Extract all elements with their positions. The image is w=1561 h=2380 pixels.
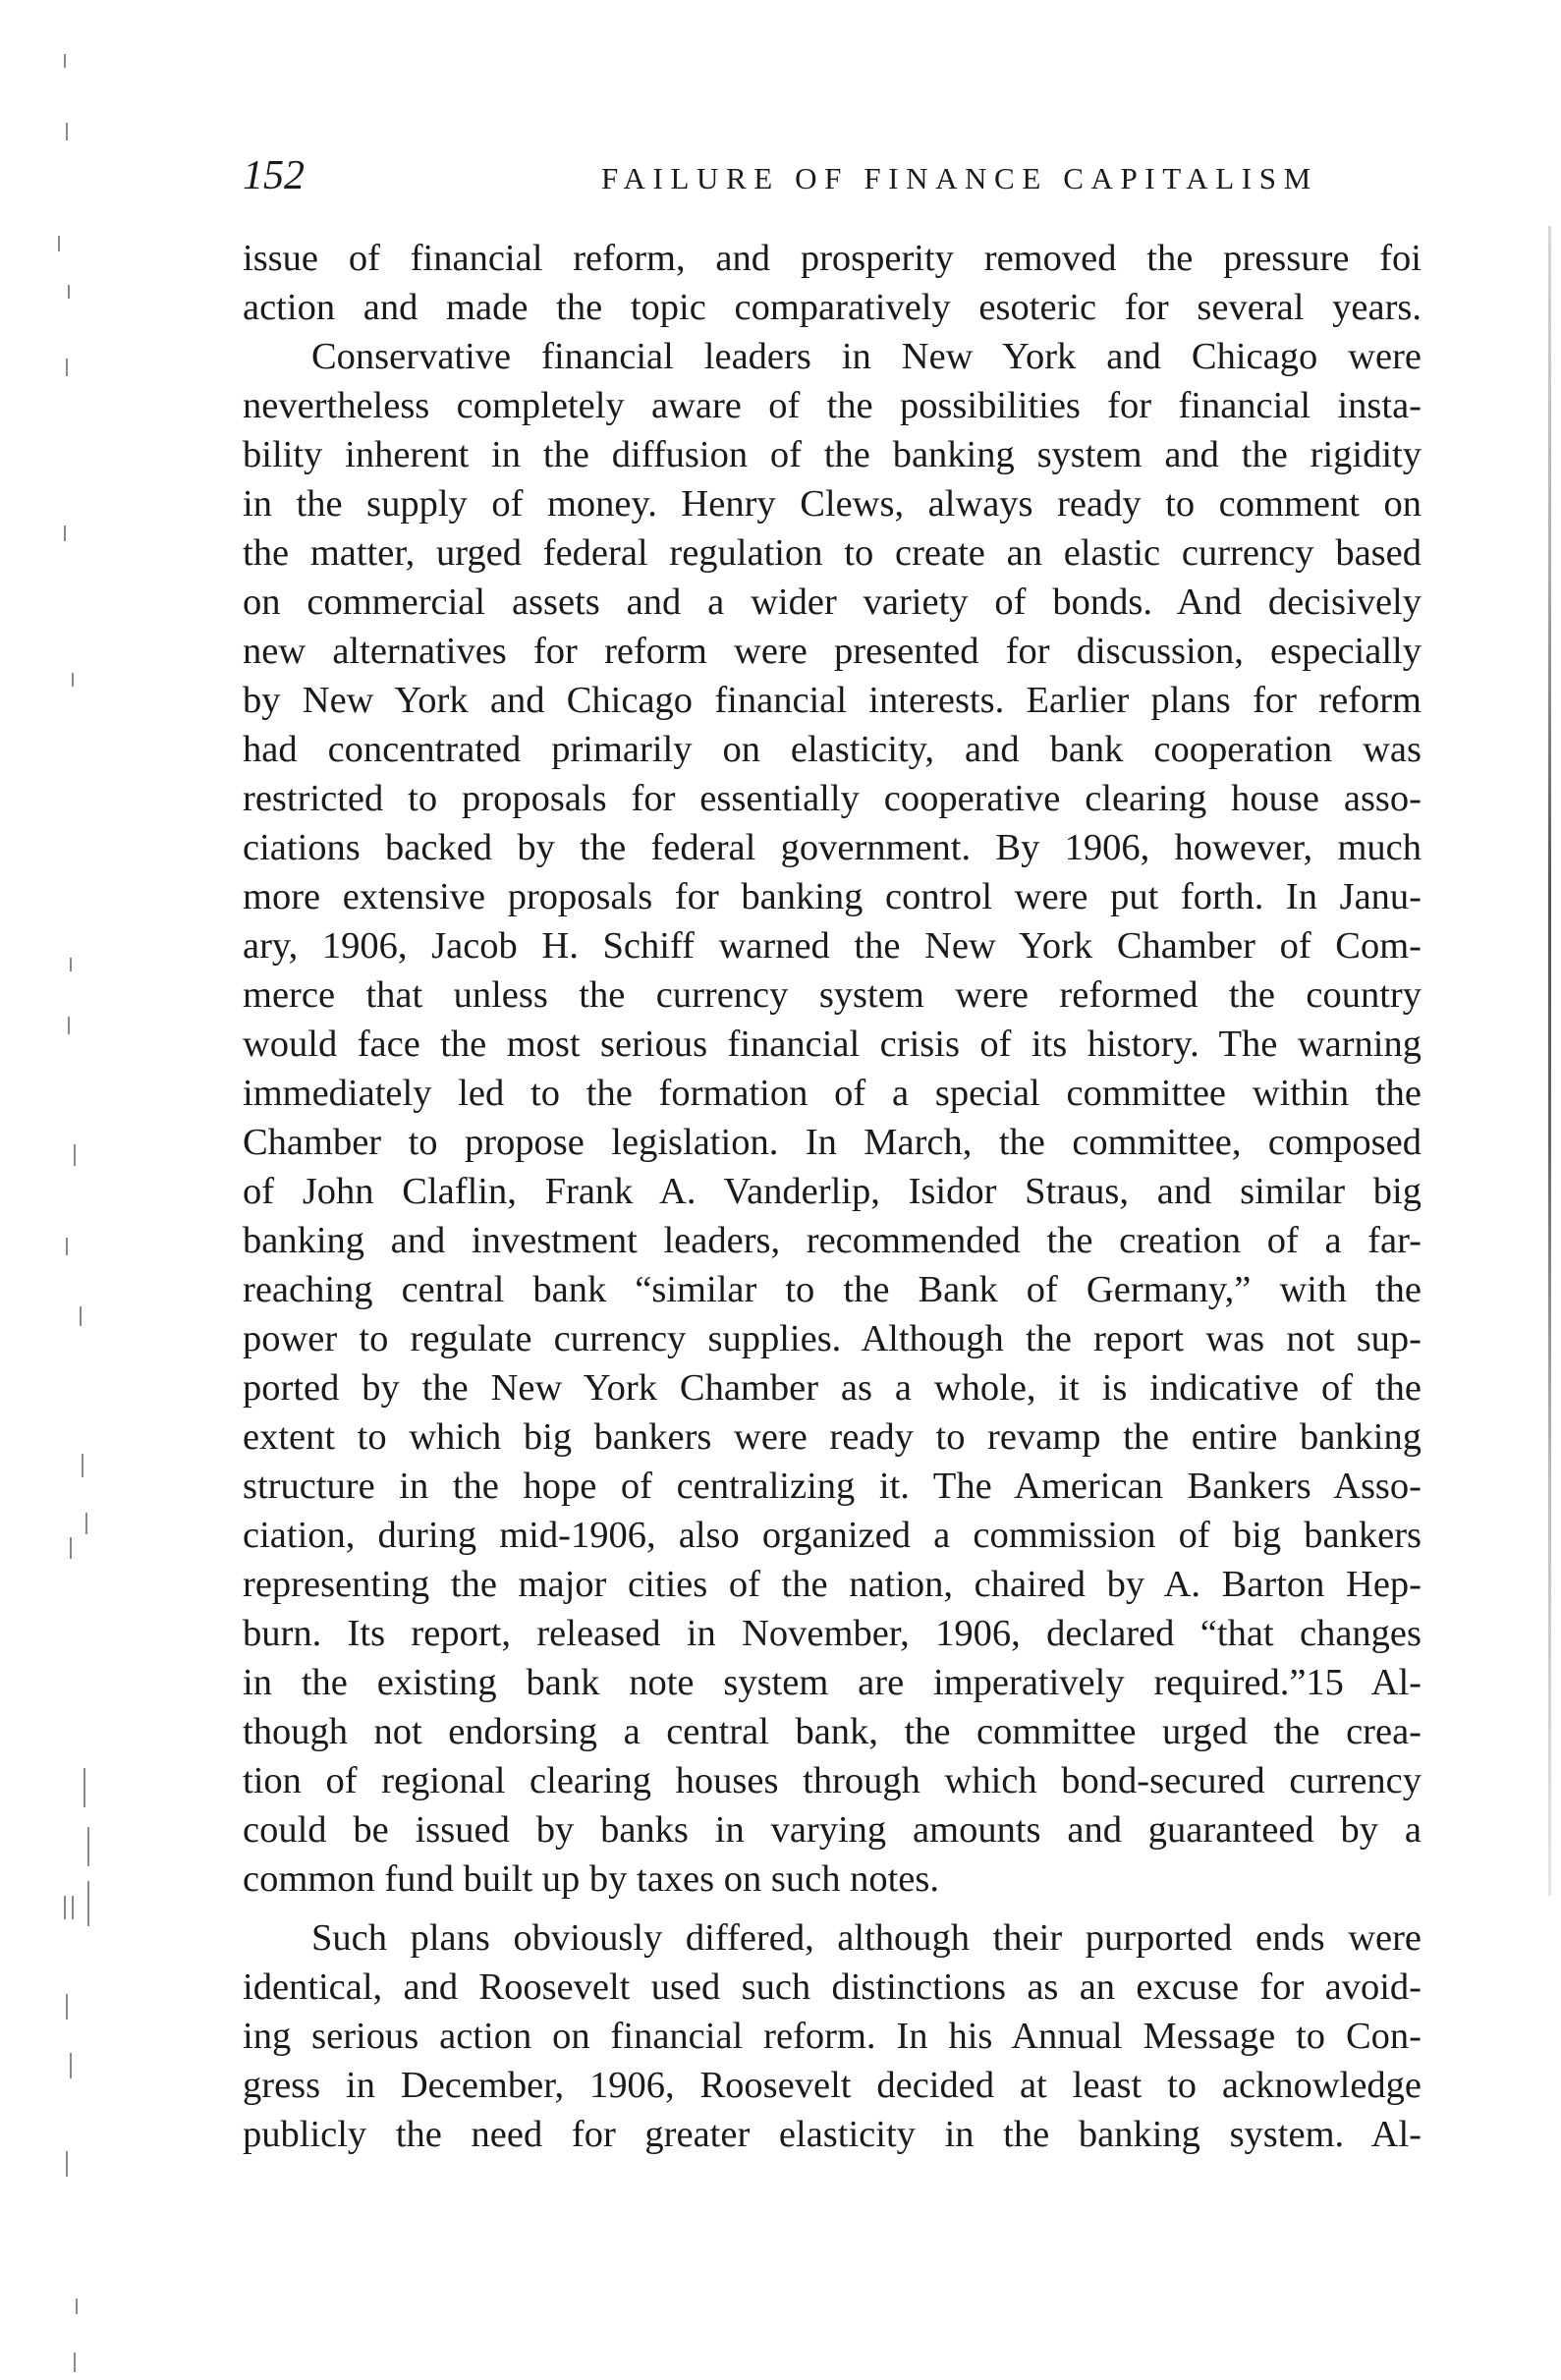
- body-text: [243, 234, 1422, 2159]
- text-line: publicly the need for greater elasticity in the banking system. Al-: [243, 2114, 1422, 2155]
- text-line: Conservative financial leaders in New York and Chicago were: [311, 336, 1422, 377]
- text-line: action and made the topic comparatively esoteric for several years.: [243, 287, 1422, 328]
- text-line: identical, and Roosevelt used such distinctions as an excuse for avoid-: [243, 1966, 1422, 2008]
- text-line: Chamber to propose legislation. In March, the committee, composed: [243, 1122, 1422, 1163]
- scan-right-edge-shadow: [1548, 226, 1551, 1896]
- text-line: ported by the New York Chamber as a whole, it is indicative of the: [243, 1367, 1422, 1409]
- text-line: ary, 1906, Jacob H. Schiff warned the New York Chamber of Com-: [243, 925, 1422, 967]
- paragraph-spacing: [243, 1904, 1422, 1913]
- text-line: ciation, during mid-1906, also organized a commission of big bankers: [243, 1515, 1422, 1556]
- text-line: reaching central bank “similar to the Bank of Germany,” with the: [243, 1269, 1422, 1310]
- text-line: the matter, urged federal regulation to create an elastic currency based: [243, 532, 1422, 574]
- text-line: ing serious action on financial reform. In his Annual Message to Con-: [243, 2016, 1422, 2057]
- text-line: issue of financial reform, and prosperity removed the pressure foi: [243, 238, 1422, 279]
- text-line: new alternatives for reform were presented for discussion, especially: [243, 631, 1422, 672]
- text-line: more extensive proposals for banking control were put forth. In Janu-: [243, 876, 1422, 917]
- text-line: in the supply of money. Henry Clews, always ready to comment on: [243, 483, 1422, 525]
- text-line: had concentrated primarily on elasticity, and bank cooperation was: [243, 729, 1422, 770]
- text-line: of John Claflin, Frank A. Vanderlip, Isidor Straus, and similar big: [243, 1171, 1422, 1212]
- text-line: would face the most serious financial crisis of its history. The warning: [243, 1024, 1422, 1065]
- text-line: on commercial assets and a wider variety of bonds. And decisively: [243, 581, 1422, 623]
- text-line: Such plans obviously differed, although their purported ends were: [311, 1917, 1422, 1959]
- text-line: ciations backed by the federal government. By 1906, however, much: [243, 827, 1422, 868]
- text-line: extent to which big bankers were ready to revamp the entire banking: [243, 1416, 1422, 1458]
- text-line: banking and investment leaders, recommended the creation of a far-: [243, 1220, 1422, 1261]
- text-line: structure in the hope of centralizing it. The American Bankers Asso-: [243, 1466, 1422, 1507]
- text-line: immediately led to the formation of a special committee within the: [243, 1073, 1422, 1114]
- text-line: bility inherent in the diffusion of the banking system and the rigidity: [243, 434, 1422, 475]
- text-line: representing the major cities of the nation, chaired by A. Barton Hep-: [243, 1564, 1422, 1605]
- text-line: nevertheless completely aware of the possibilities for financial insta-: [243, 385, 1422, 426]
- text-line: restricted to proposals for essentially cooperative clearing house asso-: [243, 778, 1422, 819]
- text-line: though not endorsing a central bank, the committee urged the crea-: [243, 1711, 1422, 1752]
- paragraph: [243, 234, 1422, 1904]
- text-line: in the existing bank note system are imperatively required.”15 Al-: [243, 1662, 1422, 1703]
- paragraph: [243, 1913, 1422, 2159]
- running-head: FAILURE OF FINANCE CAPITALISM: [601, 161, 1318, 195]
- text-line: could be issued by banks in varying amounts and guaranteed by a: [243, 1809, 1422, 1851]
- page-number: 152: [243, 153, 305, 198]
- scan-edge-marks: [44, 0, 103, 2380]
- text-line: gress in December, 1906, Roosevelt decided at least to acknowledge: [243, 2065, 1422, 2106]
- text-line: tion of regional clearing houses through which bond-secured currency: [243, 1760, 1422, 1801]
- text-line: power to regulate currency supplies. Although the report was not sup-: [243, 1318, 1422, 1359]
- text-line: common fund built up by taxes on such notes.: [243, 1858, 939, 1900]
- text-line: burn. Its report, released in November, 1906, declared “that changes: [243, 1613, 1422, 1654]
- text-line: merce that unless the currency system were reformed the country: [243, 974, 1422, 1016]
- text-line: by New York and Chicago financial interests. Earlier plans for reform: [243, 680, 1422, 721]
